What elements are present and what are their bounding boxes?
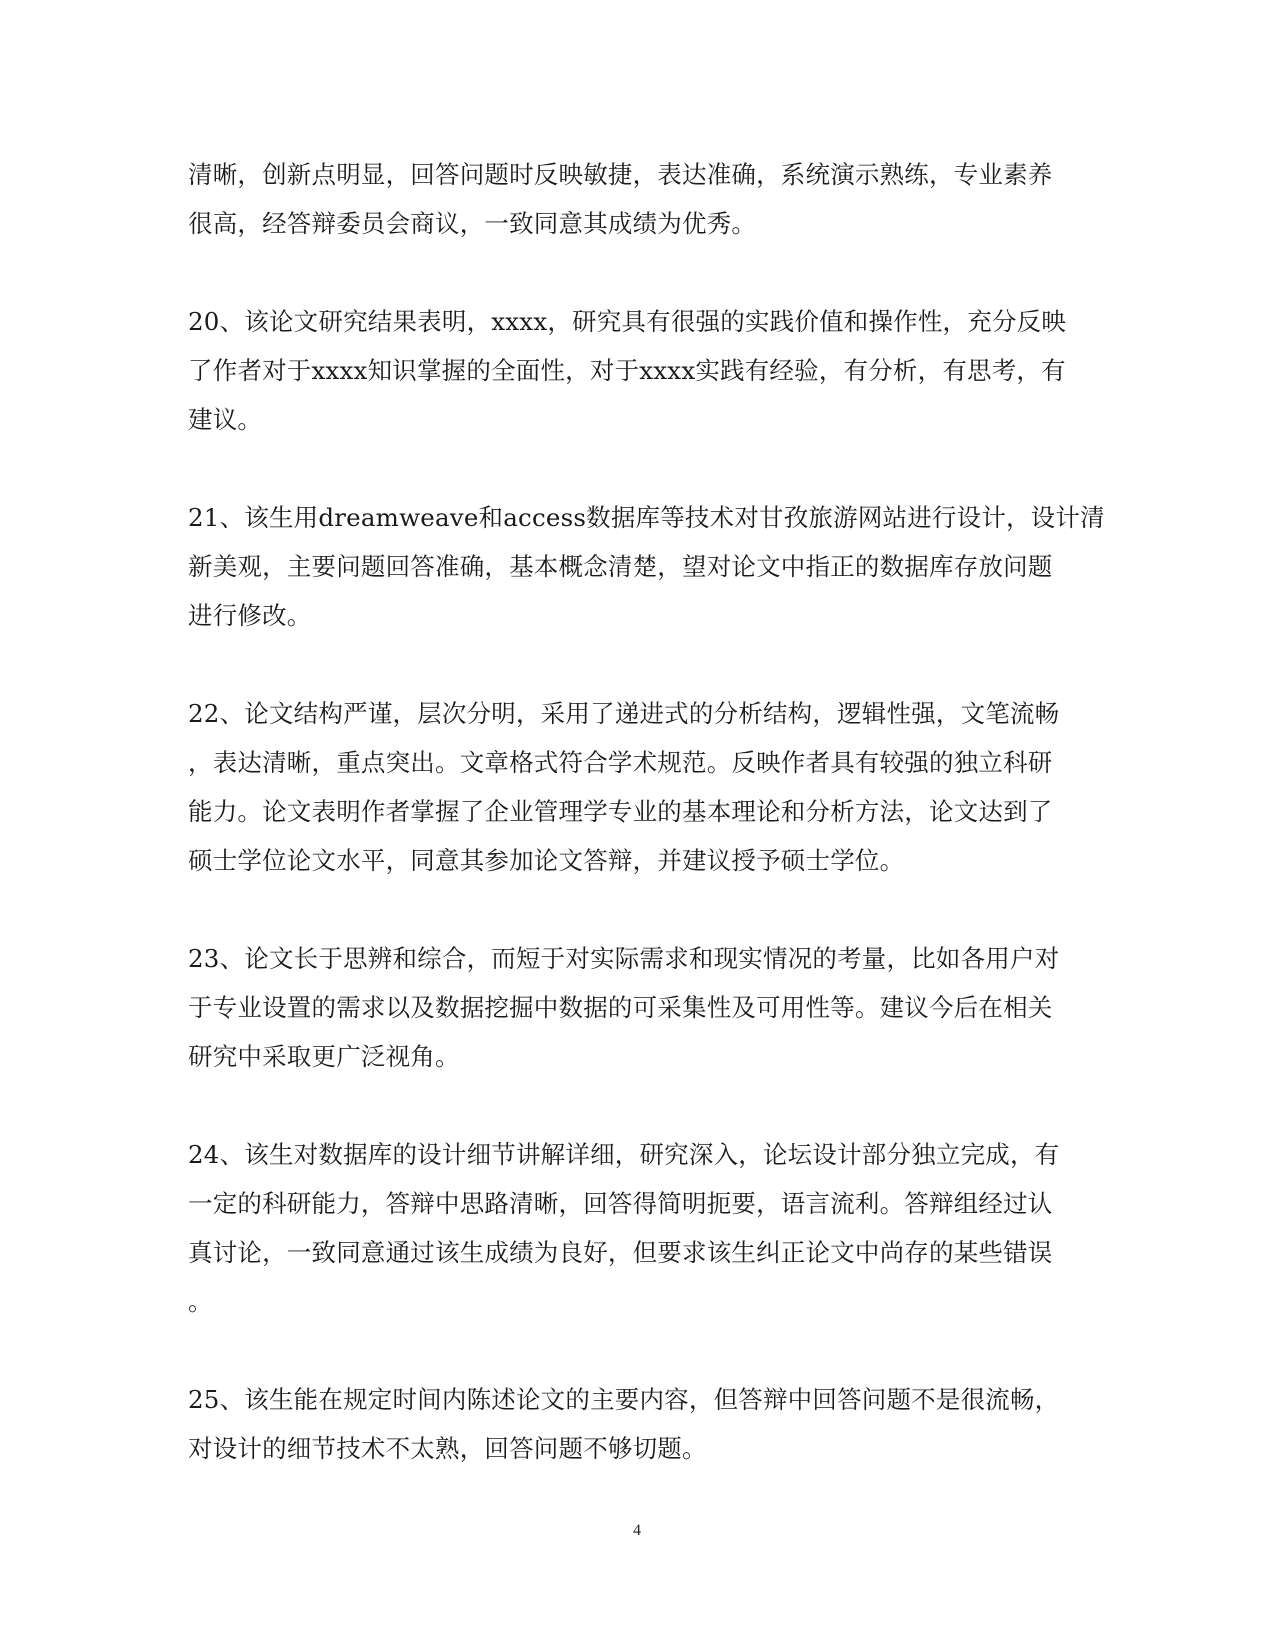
paragraph-23 xyxy=(188,934,1060,1081)
paragraph-line: 23、论文长于思辨和综合，而短于对实际需求和现实情况的考量，比如各用户对 xyxy=(188,944,1060,973)
paragraph-line: 清晰，创新点明显，回答问题时反映敏捷，表达准确，系统演示熟练，专业素养 xyxy=(188,160,1053,189)
paragraph-line: 真讨论，一致同意通过该生成绩为良好，但要求该生纠正论文中尚存的某些错误 xyxy=(188,1238,1053,1267)
paragraph-line: 25、该生能在规定时间内陈述论文的主要内容，但答辩中回答问题不是很流畅， xyxy=(188,1385,1060,1414)
page-number: 4 xyxy=(633,1522,641,1539)
paragraph-line: 22、论文结构严谨，层次分明，采用了递进式的分析结构，逻辑性强，文笔流畅 xyxy=(188,699,1060,728)
paragraph-continuation xyxy=(188,150,1060,248)
paragraph-line: 进行修改。 xyxy=(188,601,312,630)
paragraph-line: 硕士学位论文水平，同意其参加论文答辩，并建议授予硕士学位。 xyxy=(188,846,905,875)
paragraph-line: 一定的科研能力，答辩中思路清晰，回答得简明扼要，语言流利。答辩组经过认 xyxy=(188,1189,1053,1218)
paragraph-line: 24、该生对数据库的设计细节讲解详细，研究深入，论坛设计部分独立完成，有 xyxy=(188,1140,1060,1169)
paragraph-line: 于专业设置的需求以及数据挖掘中数据的可采集性及可用性等。建议今后在相关 xyxy=(188,993,1053,1022)
paragraph-line: 21、该生用dreamweave和access数据库等技术对甘孜旅游网站进行设计，设计清 xyxy=(188,503,1105,532)
paragraph-line: 了作者对于xxxx知识掌握的全面性，对于xxxx实践有经验，有分析，有思考，有 xyxy=(188,356,1066,385)
paragraph-line: 建议。 xyxy=(188,405,263,434)
paragraph-20 xyxy=(188,297,1067,444)
paragraph-21 xyxy=(188,493,1105,640)
paragraph-line: 。 xyxy=(188,1287,213,1316)
paragraph-24 xyxy=(188,1130,1060,1326)
paragraph-line: 新美观，主要问题回答准确，基本概念清楚，望对论文中指正的数据库存放问题 xyxy=(188,552,1053,581)
paragraph-line: ，表达清晰，重点突出。文章格式符合学术规范。反映作者具有较强的独立科研 xyxy=(188,748,1053,777)
paragraph-line: 很高，经答辩委员会商议，一致同意其成绩为优秀。 xyxy=(188,209,757,238)
paragraph-line: 对设计的细节技术不太熟，回答问题不够切题。 xyxy=(188,1434,707,1463)
document-body xyxy=(188,150,1105,1522)
paragraph-line: 能力。论文表明作者掌握了企业管理学专业的基本理论和分析方法，论文达到了 xyxy=(188,797,1053,826)
paragraph-22 xyxy=(188,689,1060,885)
paragraph-line: 20、该论文研究结果表明，xxxx，研究具有很强的实践价值和操作性，充分反映 xyxy=(188,307,1067,336)
paragraph-line: 研究中采取更广泛视角。 xyxy=(188,1042,460,1071)
paragraph-25 xyxy=(188,1375,1060,1473)
